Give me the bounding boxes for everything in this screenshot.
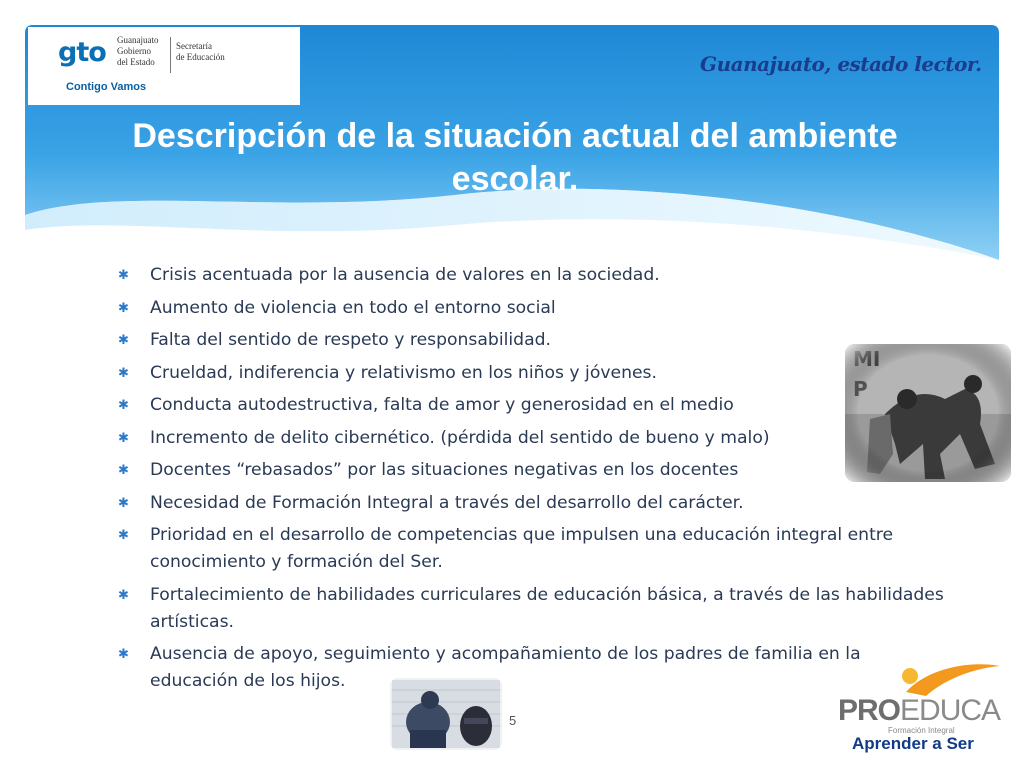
slide-title: Descripción de la situación actual del ambiente escolar. [132, 117, 898, 198]
students-fighting-photo [845, 344, 1011, 482]
asterisk-bullet-icon: ✱ [118, 495, 129, 511]
secretariat-line: Secretaría [176, 41, 212, 51]
logo-tagline: Contigo Vamos [66, 81, 147, 93]
asterisk-bullet-icon: ✱ [118, 587, 129, 603]
asterisk-bullet-icon: ✱ [118, 268, 129, 283]
gto-brand-mark: gto [58, 37, 106, 68]
government-name [117, 35, 158, 68]
proeduca-subtitle: Formación Integral [888, 726, 955, 735]
list-item: ✱ Conducta autodestructiva, falta de amor y generosidad en el medio [118, 392, 948, 419]
government-line: Gobierno [117, 46, 151, 56]
asterisk-bullet-icon: ✱ [118, 430, 129, 446]
government-logo [28, 27, 300, 105]
sad-student-photo [390, 678, 502, 750]
asterisk-bullet-icon: ✱ [118, 647, 129, 662]
bullet-list [118, 262, 948, 701]
list-item: ✱ Crueldad, indiferencia y relativismo en los niños y jóvenes. [118, 360, 948, 387]
logo-divider [170, 37, 171, 73]
asterisk-bullet-icon: ✱ [118, 300, 129, 316]
header-motto: Guanajuato, estado lector. [700, 52, 982, 76]
proeduca-wordmark: PROEDUCA [838, 694, 1001, 727]
list-item: ✱ Necesidad de Formación Integral a través del desarrollo del carácter. [118, 490, 948, 517]
list-item: ✱ Crisis acentuada por la ausencia de valores en la sociedad. [118, 262, 948, 289]
list-item: ✱ Ausencia de apoyo, seguimiento y acompañamiento de los padres de familia en la educación de los hijos. [118, 641, 948, 695]
page-number: 5 [509, 713, 517, 728]
list-item: ✱ Falta del sentido de respeto y responsabilidad. [118, 327, 948, 354]
list-item: ✱ Fortalecimiento de habilidades curriculares de educación básica, a través de las habilidades artísticas. [118, 582, 948, 636]
list-item: ✱ Incremento de delito cibernético. (pérdida del sentido de bueno y malo) [118, 425, 948, 452]
asterisk-bullet-icon: ✱ [118, 333, 129, 348]
asterisk-bullet-icon: ✱ [118, 463, 129, 478]
list-item: ✱ Aumento de violencia en todo el entorno social [118, 295, 948, 322]
asterisk-bullet-icon: ✱ [118, 528, 129, 543]
proeduca-logo [836, 660, 1016, 760]
list-item: ✱ Prioridad en el desarrollo de competencias que impulsen una educación integral entre conocimiento y formación del Ser. [118, 522, 948, 576]
secretariat-line: de Educación [176, 52, 225, 62]
asterisk-bullet-icon: ✱ [118, 365, 129, 381]
proeduca-slogan: Aprender a Ser [852, 734, 974, 753]
list-item: ✱ Docentes “rebasados” por las situaciones negativas en los docentes [118, 457, 948, 484]
secretariat-name [176, 41, 225, 63]
asterisk-bullet-icon: ✱ [118, 398, 129, 413]
government-line: del Estado [117, 57, 155, 67]
government-line: Guanajuato [117, 35, 159, 45]
